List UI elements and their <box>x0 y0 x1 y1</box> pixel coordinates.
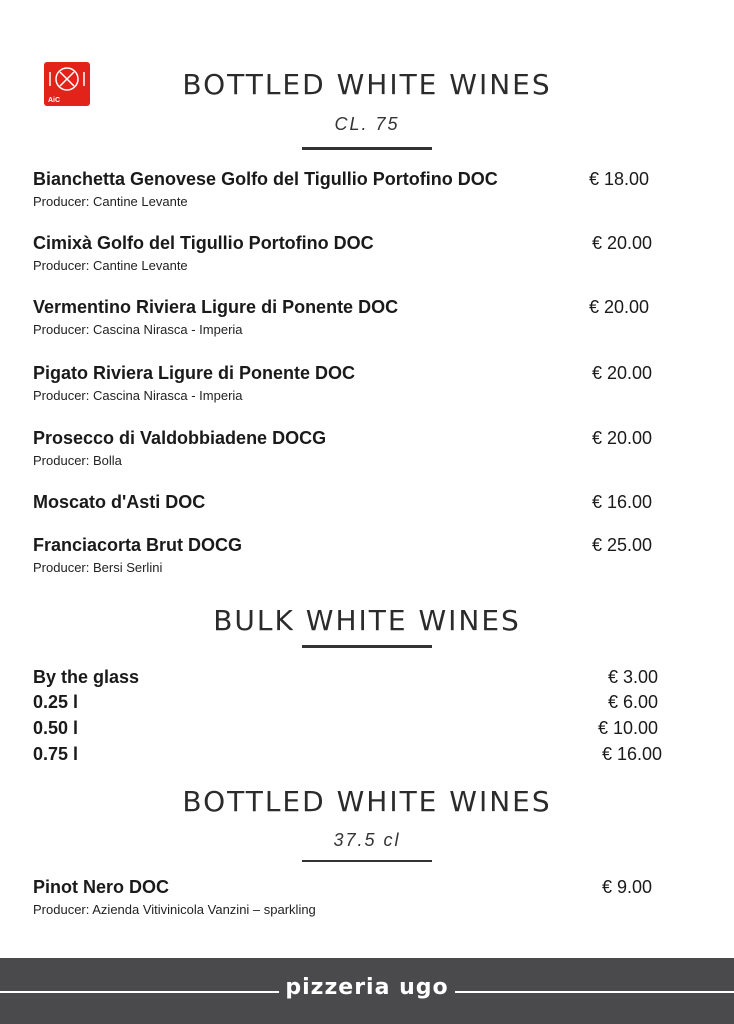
bulk-item-price: € 3.00 <box>608 667 659 687</box>
item-name: Pinot Nero DOC <box>33 877 170 897</box>
item-name: Franciacorta Brut DOCG <box>33 535 243 555</box>
section-subtitle-bottled-small: 37.5 cl <box>333 830 401 850</box>
section-divider <box>302 860 432 862</box>
bulk-item-name: 0.25 l <box>33 692 79 712</box>
item-producer: Producer: Cascina Nirasca - Imperia <box>33 388 243 403</box>
item-producer: Producer: Cantine Levante <box>33 194 188 209</box>
item-price: € 20.00 <box>592 428 653 448</box>
section-divider <box>302 645 432 648</box>
item-name: Vermentino Riviera Ligure di Ponente DOC <box>33 297 399 317</box>
menu-item <box>33 535 673 575</box>
menu-item <box>33 492 673 512</box>
section-title-bottled: BOTTLED WHITE WINES <box>182 68 552 101</box>
section-divider <box>302 147 432 150</box>
item-price: € 9.00 <box>602 877 653 897</box>
bulk-item-name: 0.50 l <box>33 718 79 738</box>
bulk-item-price: € 16.00 <box>602 744 663 764</box>
item-name: Prosecco di Valdobbiadene DOCG <box>33 428 327 448</box>
item-price: € 18.00 <box>589 169 650 189</box>
item-price: € 20.00 <box>592 233 653 253</box>
menu-item <box>33 877 673 917</box>
item-price: € 25.00 <box>592 535 653 555</box>
item-producer: Producer: Azienda Vitivinicola Vanzini – sparkling <box>33 902 316 917</box>
menu-item <box>33 428 673 468</box>
menu-item <box>33 169 673 209</box>
menu-item <box>33 297 673 337</box>
section-title-bulk: BULK WHITE WINES <box>213 604 521 637</box>
item-producer: Producer: Bersi Serlini <box>33 560 163 575</box>
footer-brand <box>0 975 734 1000</box>
footer-bar <box>0 958 734 1024</box>
item-price: € 20.00 <box>592 363 653 383</box>
menu-item <box>33 363 673 403</box>
item-price: € 20.00 <box>589 297 650 317</box>
item-name: Bianchetta Genovese Golfo del Tigullio Portofino DOC <box>33 169 498 189</box>
item-price: € 16.00 <box>592 492 653 512</box>
bulk-item-name: 0.75 l <box>33 744 79 764</box>
item-name: Cimixà Golfo del Tigullio Portofino DOC <box>33 233 374 253</box>
bulk-item-price: € 6.00 <box>608 692 659 712</box>
bulk-item-price: € 10.00 <box>598 718 659 738</box>
item-name: Moscato d'Asti DOC <box>33 492 206 512</box>
bulk-item-name: By the glass <box>33 667 140 687</box>
menu-item <box>33 233 673 273</box>
logo-text: AiC <box>48 97 61 104</box>
item-name: Pigato Riviera Ligure di Ponente DOC <box>33 363 356 383</box>
item-producer: Producer: Cantine Levante <box>33 258 188 273</box>
item-producer: Producer: Cascina Nirasca - Imperia <box>33 322 243 337</box>
footer-brand-text: pizzeria ugo <box>279 975 454 1000</box>
item-producer: Producer: Bolla <box>33 453 122 468</box>
section-subtitle-bottled: CL. 75 <box>334 114 400 134</box>
section-title-bottled-small: BOTTLED WHITE WINES <box>182 785 552 818</box>
